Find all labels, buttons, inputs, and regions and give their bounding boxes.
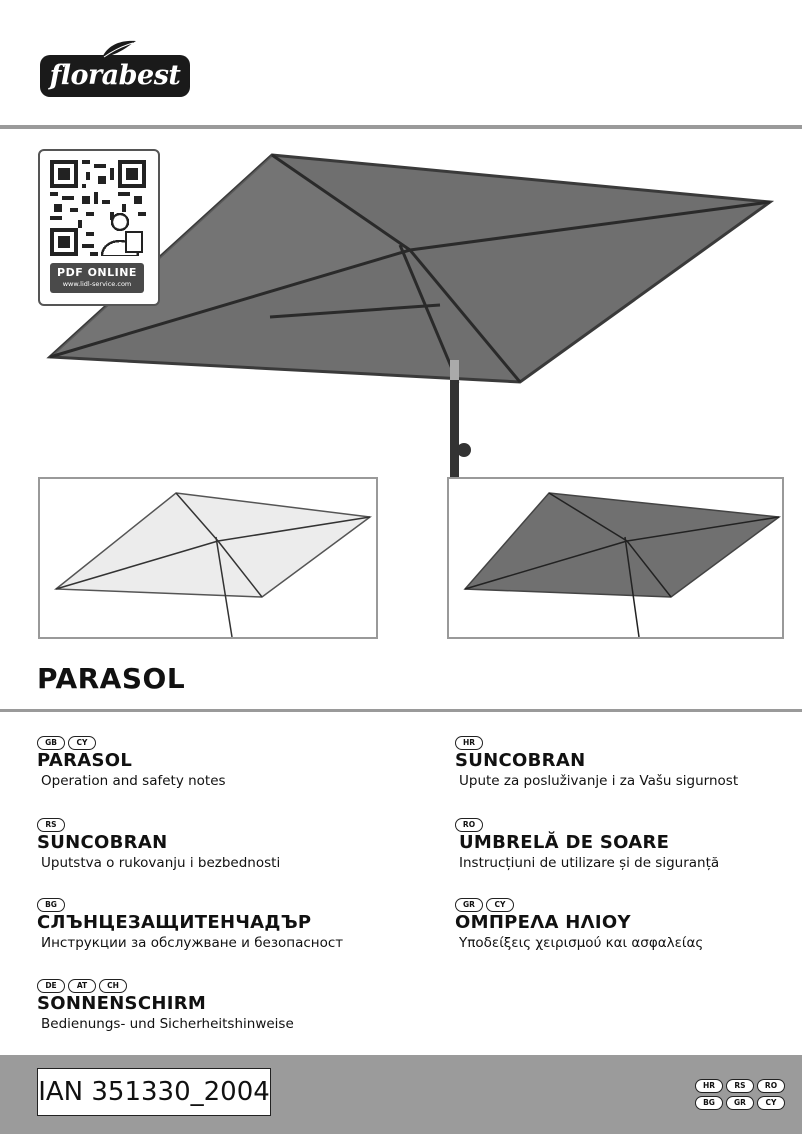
section-subtitle: Operation and safety notes	[41, 773, 226, 789]
top-rule	[0, 125, 802, 129]
thumbnail-dark-parasol	[447, 477, 784, 639]
section-subtitle: Upute za posluživanje i za Vašu sigurnost	[459, 773, 739, 789]
product-title: PARASOL	[37, 662, 186, 695]
lang-chip: HR	[455, 736, 483, 750]
section-bg	[37, 898, 343, 952]
section-heading: СЛЪНЦЕЗАЩИТЕНЧАДЪР	[37, 912, 312, 933]
florabest-leaf-icon	[100, 38, 138, 60]
section-hr	[455, 736, 738, 790]
pdf-online-label: PDF ONLINE	[57, 266, 137, 279]
lang-chip: AT	[68, 979, 96, 993]
section-subtitle: Instrucțiuni de utilizare și de siguranță	[459, 855, 720, 871]
section-heading: UMBRELĂ DE SOARE	[459, 832, 670, 853]
lang-chip: CY	[486, 898, 514, 912]
lang-chip: CY	[68, 736, 96, 750]
section-subtitle: Bedienungs- und Sicherheitshinweise	[41, 1016, 294, 1032]
section-heading: SONNENSCHIRM	[37, 993, 207, 1014]
section-gr-cy	[455, 898, 703, 952]
lang-chip: RS	[37, 818, 65, 832]
brand-logo	[40, 55, 190, 97]
pdf-online-url[interactable]: www.lidl-service.com	[62, 280, 132, 288]
section-heading: SUNCOBRAN	[37, 832, 168, 853]
section-heading: ΟΜΠΡΕΛΑ ΗΛΙΟΥ	[455, 912, 631, 933]
mid-rule	[0, 709, 802, 712]
section-rs	[37, 818, 280, 872]
section-gb-cy	[37, 736, 226, 790]
country-chip: RO	[757, 1079, 785, 1093]
country-chip: HR	[695, 1079, 723, 1093]
section-heading: PARASOL	[37, 750, 133, 771]
country-chip: RS	[726, 1079, 754, 1093]
lang-chip: GB	[37, 736, 65, 750]
country-chip: BG	[695, 1096, 723, 1110]
qr-code[interactable]	[50, 160, 146, 256]
section-de-at-ch	[37, 979, 294, 1033]
lang-chip: DE	[37, 979, 65, 993]
country-chip: GR	[726, 1096, 754, 1110]
section-ro	[455, 818, 719, 872]
country-chip: CY	[757, 1096, 785, 1110]
section-subtitle: Uputstva o rukovanju i bezbednosti	[41, 855, 281, 871]
brand-name: florabest	[49, 60, 181, 91]
lang-chip: CH	[99, 979, 127, 993]
section-heading: SUNCOBRAN	[455, 750, 586, 771]
thumbnail-light-parasol	[38, 477, 378, 639]
footer-country-codes	[699, 1079, 785, 1113]
section-subtitle: Υποδείξεις χειρισμού και ασφαλείας	[459, 935, 704, 951]
ian-number: IAN 351330_2004	[37, 1068, 271, 1116]
lang-chip: BG	[37, 898, 65, 912]
lang-chip: RO	[455, 818, 483, 832]
lang-chip: GR	[455, 898, 483, 912]
pdf-online-badge[interactable]	[50, 263, 144, 293]
section-subtitle: Инструкции за обслужване и безопасност	[41, 935, 344, 951]
